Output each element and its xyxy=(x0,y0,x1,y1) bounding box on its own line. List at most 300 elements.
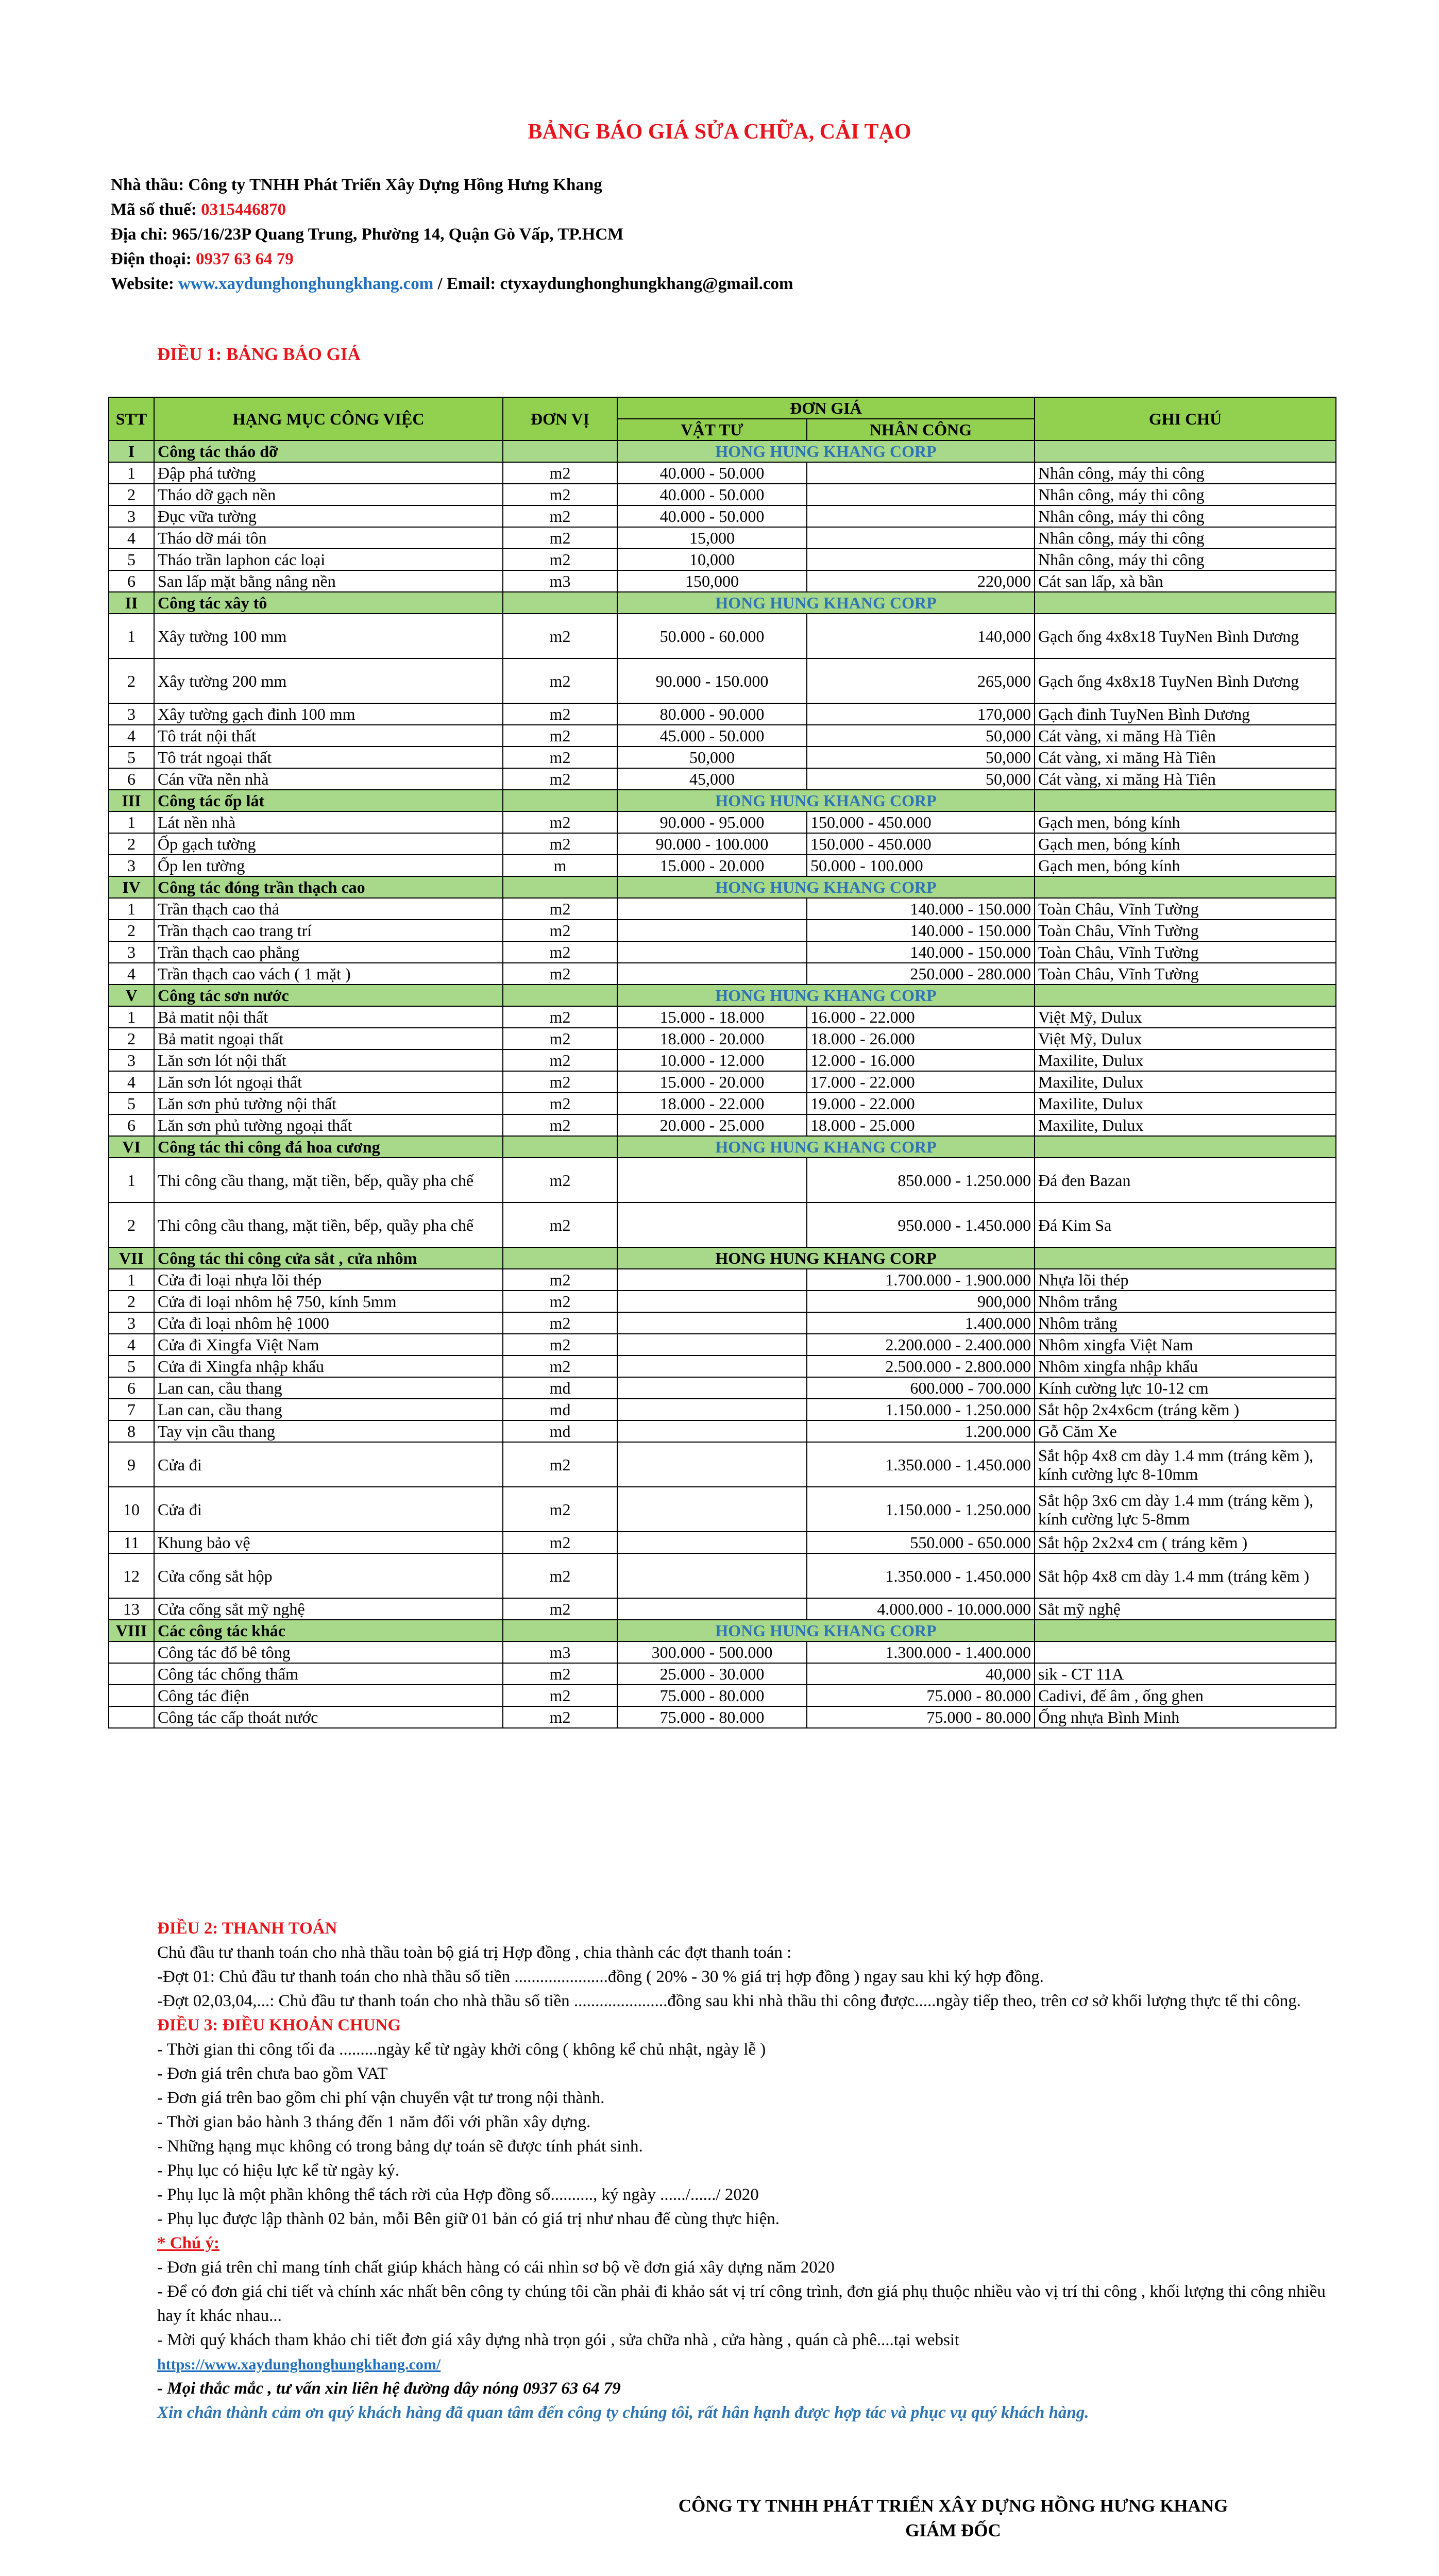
row-unit: m2 xyxy=(503,898,617,920)
row-material-price: 15.000 - 20.000 xyxy=(617,855,807,876)
table-row xyxy=(109,725,1336,747)
row-labor-price: 1.350.000 - 1.450.000 xyxy=(807,1442,1035,1487)
row-unit: m2 xyxy=(503,1598,617,1620)
category-number: VI xyxy=(109,1136,154,1158)
row-item: Đập phá tường xyxy=(154,462,503,484)
general-term-item: - Thời gian bảo hành 3 tháng đến 1 năm đối với phần xây dựng. xyxy=(157,2113,591,2131)
row-number: 7 xyxy=(109,1399,154,1420)
row-note: Việt Mỹ, Dulux xyxy=(1035,1006,1336,1028)
category-corp-label: HONG HUNG KHANG CORP xyxy=(617,876,1035,898)
row-labor-price: 250.000 - 280.000 xyxy=(807,963,1035,985)
row-unit: m2 xyxy=(503,462,617,484)
row-unit: m2 xyxy=(503,1049,617,1071)
row-number: 4 xyxy=(109,725,154,747)
row-note: Sắt mỹ nghệ xyxy=(1035,1598,1336,1620)
row-item: Xây tường gạch đinh 100 mm xyxy=(154,703,503,725)
row-material-price xyxy=(617,920,807,941)
row-item: Cửa cổng sắt mỹ nghệ xyxy=(154,1598,503,1620)
row-material-price xyxy=(617,1553,807,1598)
row-note: Nhôm trắng xyxy=(1035,1291,1336,1312)
payment-intro: Chủ đầu tư thanh toán cho nhà thầu toàn bộ giá trị Hợp đồng , chia thành các đợt thanh toán : xyxy=(157,1943,792,1962)
row-labor-price: 265,000 xyxy=(807,658,1035,703)
table-row xyxy=(109,768,1336,790)
table-row xyxy=(109,1641,1336,1663)
row-item: Tháo dỡ mái tôn xyxy=(154,527,503,549)
table-row xyxy=(109,855,1336,876)
row-labor-price: 1.350.000 - 1.450.000 xyxy=(807,1553,1035,1598)
general-term-item: - Phụ lục được lập thành 02 bản, mỗi Bên giữ 01 bản có giá trị như nhau để cùng thực hiện. xyxy=(157,2210,780,2228)
row-unit: m2 xyxy=(503,505,617,527)
hotline-text: - Mọi thắc mắc , tư vấn xin liên hệ đường dây nóng 0937 63 64 79 xyxy=(157,2379,621,2398)
category-name: Công tác ốp lát xyxy=(154,790,503,811)
row-number: 11 xyxy=(109,1532,154,1553)
category-empty-cell xyxy=(503,876,617,898)
table-row xyxy=(109,1006,1336,1028)
row-labor-price: 2.500.000 - 2.800.000 xyxy=(807,1355,1035,1377)
row-material-price xyxy=(617,1377,807,1399)
row-unit: m2 xyxy=(503,811,617,833)
row-unit: m2 xyxy=(503,527,617,549)
row-labor-price: 50,000 xyxy=(807,747,1035,768)
row-number: 3 xyxy=(109,855,154,876)
table-row xyxy=(109,1532,1336,1553)
row-material-price: 18.000 - 20.000 xyxy=(617,1028,807,1049)
row-unit: m2 xyxy=(503,1071,617,1093)
general-term-item: - Phụ lục có hiệu lực kể từ ngày ký. xyxy=(157,2161,400,2180)
row-note: Sắt hộp 2x4x6cm (tráng kẽm ) xyxy=(1035,1399,1336,1420)
section-1-title: ĐIỀU 1: BẢNG BÁO GIÁ xyxy=(157,344,361,364)
table-row xyxy=(109,1334,1336,1355)
row-item: Trần thạch cao trang trí xyxy=(154,920,503,941)
row-labor-price: 12.000 - 16.000 xyxy=(807,1049,1035,1071)
category-corp-label: HONG HUNG KHANG CORP xyxy=(617,1136,1035,1158)
table-row xyxy=(109,941,1336,963)
row-item: Thi công cầu thang, mặt tiền, bếp, quầy pha chế xyxy=(154,1158,503,1202)
row-number: 4 xyxy=(109,527,154,549)
category-corp-label: HONG HUNG KHANG CORP xyxy=(617,1620,1035,1641)
row-note: Maxilite, Dulux xyxy=(1035,1114,1336,1136)
row-number: 1 xyxy=(109,898,154,920)
row-note: Gạch ống 4x8x18 TuyNen Bình Dương xyxy=(1035,658,1336,703)
row-material-price: 45.000 - 50.000 xyxy=(617,725,807,747)
table-row xyxy=(109,1312,1336,1334)
row-number: 13 xyxy=(109,1598,154,1620)
row-item: Lăn sơn phủ tường ngoại thất xyxy=(154,1114,503,1136)
row-labor-price xyxy=(807,462,1035,484)
row-note: Maxilite, Dulux xyxy=(1035,1093,1336,1114)
row-labor-price: 600.000 - 700.000 xyxy=(807,1377,1035,1399)
category-name: Công tác thi công đá hoa cương xyxy=(154,1136,503,1158)
row-material-price xyxy=(617,898,807,920)
table-row xyxy=(109,1114,1336,1136)
row-item: Ốp len tường xyxy=(154,855,503,876)
row-item: Tô trát nội thất xyxy=(154,725,503,747)
row-material-price: 300.000 - 500.000 xyxy=(617,1641,807,1663)
category-note-cell xyxy=(1035,1247,1336,1269)
address-line xyxy=(111,222,793,247)
row-unit: md xyxy=(503,1399,617,1420)
category-row xyxy=(109,440,1336,462)
table-row xyxy=(109,1420,1336,1442)
row-labor-price: 18.000 - 25.000 xyxy=(807,1114,1035,1136)
row-item: Ốp gạch tường xyxy=(154,833,503,855)
row-number: 2 xyxy=(109,1202,154,1247)
row-labor-price: 170,000 xyxy=(807,703,1035,725)
row-material-price: 15.000 - 20.000 xyxy=(617,1071,807,1093)
row-unit: m2 xyxy=(503,1312,617,1334)
category-corp-label: HONG HUNG KHANG CORP xyxy=(617,985,1035,1006)
row-note: Gỗ Căm Xe xyxy=(1035,1420,1336,1442)
row-labor-price: 16.000 - 22.000 xyxy=(807,1006,1035,1028)
row-number: 2 xyxy=(109,658,154,703)
row-unit: m2 xyxy=(503,1442,617,1487)
row-labor-price: 17.000 - 22.000 xyxy=(807,1071,1035,1093)
address-label: Địa chỉ: xyxy=(111,225,173,244)
category-number: IV xyxy=(109,876,154,898)
row-number: 2 xyxy=(109,1291,154,1312)
row-note: Cadivi, đế âm , ống ghen xyxy=(1035,1685,1336,1706)
row-item: San lấp mặt bằng nâng nền xyxy=(154,570,503,592)
row-unit: m2 xyxy=(503,725,617,747)
row-unit: m2 xyxy=(503,1158,617,1202)
row-number: 3 xyxy=(109,1312,154,1334)
row-labor-price: 140.000 - 150.000 xyxy=(807,920,1035,941)
row-note: Gạch ống 4x8x18 TuyNen Bình Dương xyxy=(1035,614,1336,658)
category-number: V xyxy=(109,985,154,1006)
row-item: Công tác cấp thoát nước xyxy=(154,1706,503,1728)
row-item: Trần thạch cao phẳng xyxy=(154,941,503,963)
category-empty-cell xyxy=(503,985,617,1006)
row-labor-price: 900,000 xyxy=(807,1291,1035,1312)
phone-number: 0937 63 64 79 xyxy=(196,250,294,268)
row-note: Nhựa lõi thép xyxy=(1035,1269,1336,1291)
table-row xyxy=(109,1553,1336,1598)
row-labor-price: 140,000 xyxy=(807,614,1035,658)
category-row xyxy=(109,1620,1336,1641)
table-row xyxy=(109,484,1336,505)
row-labor-price: 1.300.000 - 1.400.000 xyxy=(807,1641,1035,1663)
table-row xyxy=(109,505,1336,527)
row-labor-price: 950.000 - 1.450.000 xyxy=(807,1202,1035,1247)
row-labor-price: 19.000 - 22.000 xyxy=(807,1093,1035,1114)
row-number: 6 xyxy=(109,570,154,592)
signature-block xyxy=(644,2494,1262,2543)
table-row xyxy=(109,1071,1336,1093)
category-note-cell xyxy=(1035,440,1336,462)
category-corp-label: HONG HUNG KHANG CORP xyxy=(617,1247,1035,1269)
category-name: Công tác thi công cửa sắt , cửa nhôm xyxy=(154,1247,503,1269)
address-value: 965/16/23P Quang Trung, Phường 14, Quận Gò Vấp, TP.HCM xyxy=(172,225,624,244)
category-name: Các công tác khác xyxy=(154,1620,503,1641)
table-row xyxy=(109,462,1336,484)
table-row xyxy=(109,527,1336,549)
row-note: Nhân công, máy thi công xyxy=(1035,484,1336,505)
table-row xyxy=(109,1598,1336,1620)
row-item: Công tác điện xyxy=(154,1685,503,1706)
table-row xyxy=(109,1028,1336,1049)
row-item: Cửa đi xyxy=(154,1442,503,1487)
row-labor-price: 1.200.000 xyxy=(807,1420,1035,1442)
row-unit: m2 xyxy=(503,963,617,985)
table-row xyxy=(109,549,1336,570)
row-material-price xyxy=(617,1269,807,1291)
row-item: Trần thạch cao thả xyxy=(154,898,503,920)
row-note: Nhôm xingfa Việt Nam xyxy=(1035,1334,1336,1355)
row-note: Maxilite, Dulux xyxy=(1035,1071,1336,1093)
section-2-title: ĐIỀU 2: THANH TOÁN xyxy=(157,1919,337,1938)
row-unit: m2 xyxy=(503,1663,617,1685)
category-name: Công tác sơn nước xyxy=(154,985,503,1006)
table-row xyxy=(109,658,1336,703)
row-item: Khung bảo vệ xyxy=(154,1532,503,1553)
category-row xyxy=(109,790,1336,811)
table-row xyxy=(109,1269,1336,1291)
table-row xyxy=(109,1442,1336,1487)
row-number: 1 xyxy=(109,1158,154,1202)
table-row xyxy=(109,614,1336,658)
category-empty-cell xyxy=(503,1136,617,1158)
row-material-price xyxy=(617,1202,807,1247)
note-2: - Để có đơn giá chi tiết và chính xác nhất bên công ty chúng tôi cần phải đi khảo sát vị trí công trình, đơn giá phụ thuộc nhiều vào vị trí thi công , khối lượng thi công nhiều hay ít khác nhau... xyxy=(157,2282,1326,2325)
row-note: Nhân công, máy thi công xyxy=(1035,462,1336,484)
category-note-cell xyxy=(1035,1136,1336,1158)
row-item: Cửa đi loại nhựa lõi thép xyxy=(154,1269,503,1291)
row-material-price xyxy=(617,1420,807,1442)
row-item: Cửa đi Xingfa Việt Nam xyxy=(154,1334,503,1355)
row-unit: m2 xyxy=(503,1685,617,1706)
row-labor-price: 2.200.000 - 2.400.000 xyxy=(807,1334,1035,1355)
row-labor-price: 4.000.000 - 10.000.000 xyxy=(807,1598,1035,1620)
row-item: Lăn sơn lót ngoại thất xyxy=(154,1071,503,1093)
row-labor-price xyxy=(807,505,1035,527)
row-material-price xyxy=(617,1158,807,1202)
category-note-cell xyxy=(1035,876,1336,898)
row-material-price: 90.000 - 95.000 xyxy=(617,811,807,833)
table-row xyxy=(109,1377,1336,1399)
row-note: Sắt hộp 3x6 cm dày 1.4 mm (tráng kẽm ), kính cường lực 5-8mm xyxy=(1035,1487,1336,1532)
row-note: Gạch đinh TuyNen Bình Dương xyxy=(1035,703,1336,725)
row-labor-price: 50,000 xyxy=(807,725,1035,747)
row-item: Cửa đi loại nhôm hệ 750, kính 5mm xyxy=(154,1291,503,1312)
row-note: Sắt hộp 2x2x4 cm ( tráng kẽm ) xyxy=(1035,1532,1336,1553)
row-note: Toàn Châu, Vĩnh Tường xyxy=(1035,941,1336,963)
category-row xyxy=(109,1136,1336,1158)
row-material-price: 10.000 - 12.000 xyxy=(617,1049,807,1071)
row-number: 2 xyxy=(109,484,154,505)
category-number: I xyxy=(109,440,154,462)
row-unit: m2 xyxy=(503,747,617,768)
row-item: Cửa đi xyxy=(154,1487,503,1532)
email-text: / Email: ctyxaydunghonghungkhang@gmail.com xyxy=(433,275,793,293)
row-number xyxy=(109,1663,154,1685)
row-material-price xyxy=(617,1399,807,1420)
row-note: Cát vàng, xi măng Hà Tiên xyxy=(1035,747,1336,768)
row-item: Trần thạch cao vách ( 1 mặt ) xyxy=(154,963,503,985)
row-labor-price: 40,000 xyxy=(807,1663,1035,1685)
row-number: 3 xyxy=(109,505,154,527)
row-unit: m xyxy=(503,855,617,876)
row-unit: m2 xyxy=(503,1487,617,1532)
row-unit: m2 xyxy=(503,941,617,963)
phone-label: Điện thoại: xyxy=(111,250,196,268)
row-material-price xyxy=(617,941,807,963)
row-labor-price: 140.000 - 150.000 xyxy=(807,898,1035,920)
row-material-price: 25.000 - 30.000 xyxy=(617,1663,807,1685)
row-labor-price: 75.000 - 80.000 xyxy=(807,1706,1035,1728)
row-labor-price: 150.000 - 450.000 xyxy=(807,811,1035,833)
terms-section xyxy=(157,1917,1342,2425)
row-number: 5 xyxy=(109,1093,154,1114)
table-row xyxy=(109,1049,1336,1071)
row-number: 5 xyxy=(109,549,154,570)
price-table-body xyxy=(109,440,1336,1728)
row-unit: m2 xyxy=(503,703,617,725)
category-name: Công tác đóng trần thạch cao xyxy=(154,876,503,898)
price-table xyxy=(108,397,1336,1728)
category-empty-cell xyxy=(503,440,617,462)
row-labor-price: 18.000 - 26.000 xyxy=(807,1028,1035,1049)
category-number: VIII xyxy=(109,1620,154,1641)
row-material-price: 90.000 - 150.000 xyxy=(617,658,807,703)
row-note: Nhân công, máy thi công xyxy=(1035,549,1336,570)
table-row xyxy=(109,1685,1336,1706)
row-labor-price: 50.000 - 100.000 xyxy=(807,855,1035,876)
row-material-price: 50.000 - 60.000 xyxy=(617,614,807,658)
table-row xyxy=(109,963,1336,985)
row-material-price xyxy=(617,1355,807,1377)
row-labor-price: 1.400.000 xyxy=(807,1312,1035,1334)
row-number: 4 xyxy=(109,963,154,985)
thank-you-text: Xin chân thành cảm ơn quý khách hàng đã quan tâm đến công ty chúng tôi, rất hân hạnh được hợp tác và phục vụ quý khách hàng. xyxy=(157,2403,1089,2422)
row-number: 4 xyxy=(109,1334,154,1355)
row-number xyxy=(109,1685,154,1706)
row-unit: m2 xyxy=(503,1028,617,1049)
tax-label: Mã số thuế: xyxy=(111,200,201,219)
row-unit: m2 xyxy=(503,1355,617,1377)
table-row xyxy=(109,1706,1336,1728)
row-number: 1 xyxy=(109,1269,154,1291)
category-note-cell xyxy=(1035,790,1336,811)
row-item: Lăn sơn lót nội thất xyxy=(154,1049,503,1071)
row-item: Công tác đổ bê tông xyxy=(154,1641,503,1663)
row-note: Cát vàng, xi măng Hà Tiên xyxy=(1035,725,1336,747)
row-material-price: 150,000 xyxy=(617,570,807,592)
row-number: 2 xyxy=(109,1028,154,1049)
row-item: Tháo trần laphon các loại xyxy=(154,549,503,570)
row-note: Ống nhựa Bình Minh xyxy=(1035,1706,1336,1728)
row-labor-price: 150.000 - 450.000 xyxy=(807,833,1035,855)
signature-company: CÔNG TY TNHH PHÁT TRIỂN XÂY DỰNG HỒNG HƯNG KHANG xyxy=(678,2496,1228,2516)
general-term-item: - Đơn giá trên bao gồm chi phí vận chuyển vật tư trong nội thành. xyxy=(157,2089,605,2107)
contractor-name-line xyxy=(111,173,793,197)
row-unit: m2 xyxy=(503,1269,617,1291)
contractor-name-label: Nhà thầu: xyxy=(111,176,189,194)
website-label: Website: xyxy=(111,275,179,293)
row-material-price: 18.000 - 22.000 xyxy=(617,1093,807,1114)
category-row xyxy=(109,592,1336,614)
row-unit: m2 xyxy=(503,1093,617,1114)
row-labor-price: 220,000 xyxy=(807,570,1035,592)
tax-number: 0315446870 xyxy=(201,200,286,219)
row-item: Tháo dỡ gạch nền xyxy=(154,484,503,505)
table-row xyxy=(109,1399,1336,1420)
row-note: Gạch men, bóng kính xyxy=(1035,811,1336,833)
table-row xyxy=(109,833,1336,855)
row-unit: m2 xyxy=(503,920,617,941)
row-unit: m2 xyxy=(503,1706,617,1728)
row-note: sik - CT 11A xyxy=(1035,1663,1336,1685)
row-material-price xyxy=(617,1598,807,1620)
table-row xyxy=(109,1355,1336,1377)
category-note-cell xyxy=(1035,1620,1336,1641)
header-price: ĐƠN GIÁ xyxy=(617,397,1035,419)
row-unit: m2 xyxy=(503,1114,617,1136)
row-note: Sắt hộp 4x8 cm dày 1.4 mm (tráng kẽm ), kính cường lực 8-10mm xyxy=(1035,1442,1336,1487)
row-material-price: 75.000 - 80.000 xyxy=(617,1706,807,1728)
general-term-item: - Đơn giá trên chưa bao gồm VAT xyxy=(157,2064,388,2083)
note-1: - Đơn giá trên chỉ mang tính chất giúp khách hàng có cái nhìn sơ bộ về đơn giá xây dựng năm 2020 xyxy=(157,2258,835,2277)
row-number: 1 xyxy=(109,811,154,833)
row-item: Lăn sơn phủ tường nội thất xyxy=(154,1093,503,1114)
row-number: 10 xyxy=(109,1487,154,1532)
row-note xyxy=(1035,1641,1336,1663)
row-material-price: 10,000 xyxy=(617,549,807,570)
row-number: 1 xyxy=(109,614,154,658)
table-row xyxy=(109,1158,1336,1202)
row-material-price xyxy=(617,1442,807,1487)
signature-role: GIÁM ĐỐC xyxy=(905,2520,1001,2540)
row-unit: m2 xyxy=(503,768,617,790)
category-empty-cell xyxy=(503,592,617,614)
header-note: GHI CHÚ xyxy=(1035,397,1336,440)
row-item: Lát nền nhà xyxy=(154,811,503,833)
table-row xyxy=(109,920,1336,941)
category-name: Công tác xây tô xyxy=(154,592,503,614)
row-material-price: 90.000 - 100.000 xyxy=(617,833,807,855)
note-3: - Mời quý khách tham khảo chi tiết đơn giá xây dựng nhà trọn gói , sửa chữa nhà , cửa hàng , quán cà phê....tại websit xyxy=(157,2331,960,2349)
row-material-price: 20.000 - 25.000 xyxy=(617,1114,807,1136)
row-unit: m2 xyxy=(503,549,617,570)
row-unit: m3 xyxy=(503,570,617,592)
row-number: 9 xyxy=(109,1442,154,1487)
row-material-price: 40.000 - 50.000 xyxy=(617,505,807,527)
category-number: II xyxy=(109,592,154,614)
phone-line xyxy=(111,247,793,272)
row-unit: m2 xyxy=(503,1532,617,1553)
category-corp-label: HONG HUNG KHANG CORP xyxy=(617,790,1035,811)
row-material-price: 80.000 - 90.000 xyxy=(617,703,807,725)
website-link[interactable]: www.xaydunghonghungkhang.com xyxy=(178,275,434,293)
row-unit: md xyxy=(503,1420,617,1442)
general-term-item: - Phụ lục là một phần không thể tách rời của Hợp đồng số.........., ký ngày ....../....../ 2020 xyxy=(157,2185,759,2204)
row-labor-price: 1.150.000 - 1.250.000 xyxy=(807,1399,1035,1420)
category-number: III xyxy=(109,790,154,811)
website-url-link[interactable]: https://www.xaydunghonghungkhang.com/ xyxy=(157,2356,441,2373)
row-labor-price xyxy=(807,549,1035,570)
table-row xyxy=(109,1093,1336,1114)
category-name: Công tác tháo dỡ xyxy=(154,440,503,462)
row-number: 8 xyxy=(109,1420,154,1442)
note-title: * Chú ý: xyxy=(157,2234,220,2252)
row-unit: m2 xyxy=(503,1553,617,1598)
category-corp-label: HONG HUNG KHANG CORP xyxy=(617,592,1035,614)
row-number: 5 xyxy=(109,747,154,768)
row-note: Sắt hộp 4x8 cm dày 1.4 mm (tráng kẽm ) xyxy=(1035,1553,1336,1598)
row-note: Toàn Châu, Vĩnh Tường xyxy=(1035,963,1336,985)
table-row xyxy=(109,703,1336,725)
table-row xyxy=(109,1291,1336,1312)
row-unit: m2 xyxy=(503,1334,617,1355)
